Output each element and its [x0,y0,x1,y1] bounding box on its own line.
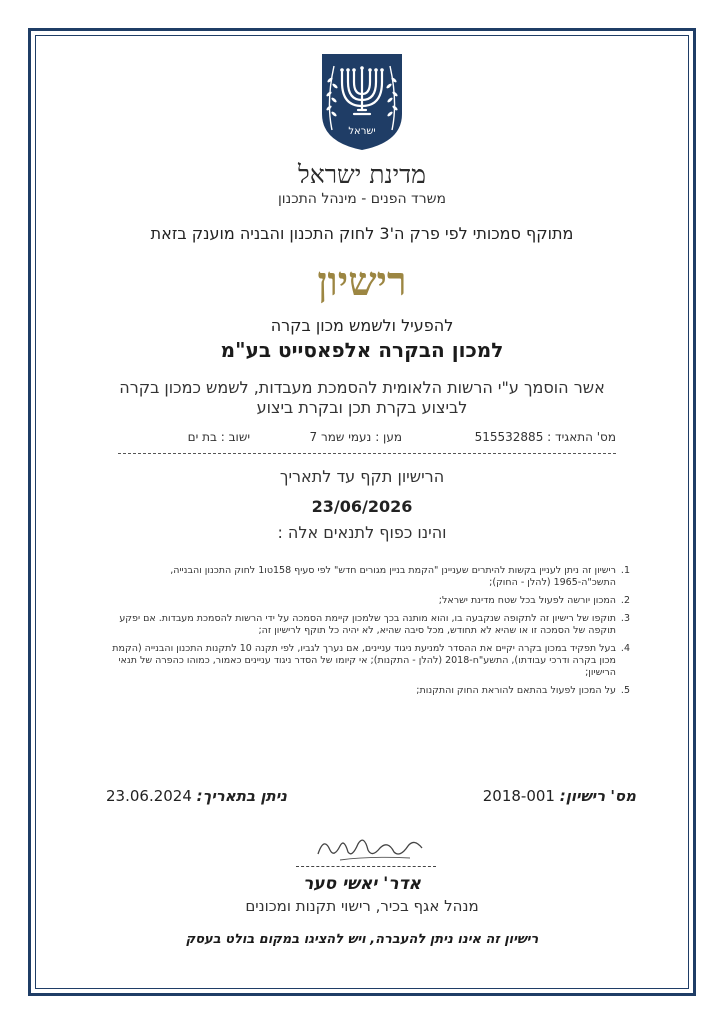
issue-date-value: 23.06.2024 [106,787,192,805]
condition-item [106,613,628,637]
conditions-list [106,565,628,703]
emblem-text: ישראל [348,126,376,137]
condition-text: תוקפו של רישיון זה לתקופה שנקבעה בו, והוא מותנה בכך שלמכון קיימת הסמכה על ידי הרשות להסמכת מעבדות. אם יפקע תוקפה של הסמכה זו או שהיא לא תחודש, מכל סיבה שהיא, לא יהיה כל תוקף לרישיון זה; [119,613,616,636]
address-label: מען : [375,430,402,444]
issue-date-label: ניתן בתאריך: [196,787,287,805]
address-value: נעמי שמר 7 [309,430,372,444]
details-divider [118,453,616,454]
accreditation-line-2: לביצוע בקרת תכן ובקרת ביצוע [256,398,468,417]
condition-number: 5. [620,685,630,696]
state-name: מדינת ישראל [298,160,426,189]
signer-name: אדר' יאשי סער [303,874,421,894]
registration-value: 515532885 [474,430,544,444]
condition-item [106,595,628,607]
license-number [483,787,636,805]
condition-number: 1. [620,565,630,576]
conditions-intro: והינו כפוף לתנאים אלה : [277,523,447,542]
license-number-value: 2018-001 [482,787,555,805]
address [310,430,402,444]
condition-text: על המכון לפעול בהתאם להוראת החוק והתקנות; [416,685,616,696]
validity-label: הרישיון תקף עד לתאריך [279,467,445,486]
condition-item [106,565,628,589]
condition-number: 4. [620,643,630,654]
ministry-name: משרד הפנים - מינהל התכנון [277,191,447,207]
signer-role: מנהל אגף בכיר, רישוי תקנות ומכונים [245,897,479,915]
license-title: רישיון [317,258,407,305]
city [188,430,250,444]
condition-text: המכון יורשה לפעול בכל שטח מדינת ישראל; [438,595,616,606]
license-number-label: מס' רישיון: [559,787,636,805]
state-emblem-icon [320,52,404,152]
registration-label: מס' התאגיד : [547,430,616,444]
operate-line: להפעיל ולשמש מכון בקרה [270,316,454,335]
signature-image [310,828,430,868]
lab-name: למכון הבקרה אלפאסייט בע"מ [220,338,504,362]
accreditation-line-1: אשר הוסמך ע"י הרשות הלאומית להסמכת מעבדות, לשמש כמכון בקרה [119,378,605,397]
signature-line [296,866,436,867]
condition-number: 3. [620,613,630,624]
condition-number: 2. [620,595,630,606]
validity-date: 23/06/2026 [311,497,413,516]
condition-text: בעל תפקיד במכון בקרה יקיים את ההסדר למניעת ניגוד עניינים, אם נערך לגביו, לפי תקנה 10 לתקנות התכנון והבנייה (הקמת מכון בקרה ודרכי עבודתו), התשע"ח-2018 (להלן - התקנות); אי קיומו של הסדר ניגוד עניינים כאמור, כמוהו כהפרה של תנאי הרישיון; [112,643,616,678]
condition-text: רישיון זה ניתן לעניין בקשות להיתרים שעניינן "הקמת בניין מגורים חדש" לפי סעיף 158טו1 לחוק התכנון והבנייה, התשכ"ה-1965 (להלן - החוק); [170,565,616,588]
registration-number [475,430,616,444]
condition-item [106,643,628,679]
footer-note: רישיון זה אינו ניתן להעברה, ויש להציגו במקום בולט בעסק [185,932,539,947]
city-label: ישוב : [220,430,250,444]
condition-item [106,685,628,697]
city-value: בת ים [187,430,217,444]
issue-date [106,787,287,805]
authority-line: מתוקף סמכותי לפי פרק ה'3 לחוק התכנון והבניה מוענק בזאת [150,224,574,243]
